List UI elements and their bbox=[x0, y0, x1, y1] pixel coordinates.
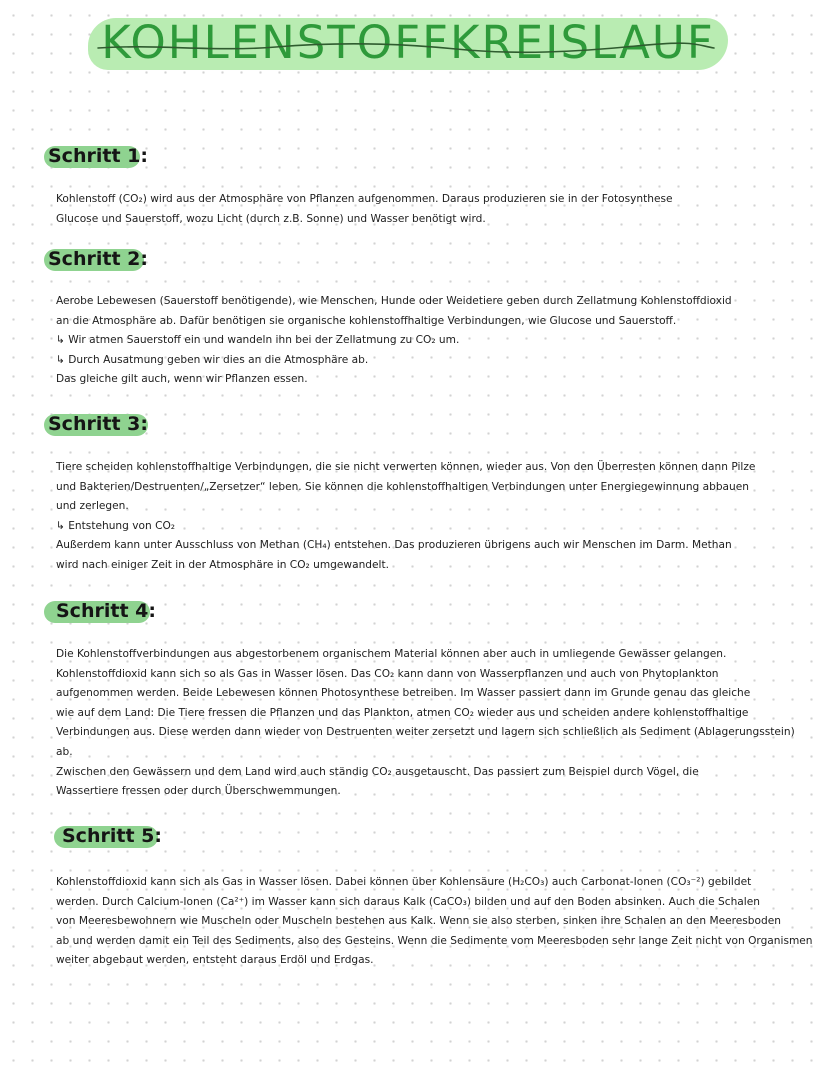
section-1-text bbox=[56, 190, 816, 229]
section-2-heading bbox=[44, 244, 148, 274]
section-4-heading bbox=[44, 596, 154, 626]
section-2-line-1: Aerobe Lebewesen (Sauerstoff benötigende), wie Menschen, Hunde oder Weidetiere geben durch Zellatmung Kohlenstoffdioxid bbox=[56, 295, 732, 307]
section-2-title: Schritt 2: bbox=[48, 248, 148, 270]
section-2-line-5: Das gleiche gilt auch, wenn wir Pflanzen essen. bbox=[56, 373, 308, 386]
section-2-line-2: an die Atmosphäre ab. Dafür benötigen sie organische kohlenstoffhaltige Verbindungen, wie Glucose und Sauerstoff. bbox=[56, 314, 677, 327]
section-2-line-3: ↳ Wir atmen Sauerstoff ein und wandeln ihn bei der Zellatmung zu CO₂ um. bbox=[56, 334, 460, 347]
section-2-text bbox=[56, 292, 816, 390]
section-1-title: Schritt 1: bbox=[48, 145, 148, 167]
section-1-line-1: Kohlenstoff (CO₂) wird aus der Atmosphäre von Pflanzen aufgenommen. Daraus produzieren sie in der Fotosynthese bbox=[56, 193, 673, 205]
section-4-line-3: aufgenommen werden. Beide Lebewesen können Photosynthese betreiben. Im Wasser passiert dann im Grunde genau das gleiche bbox=[56, 687, 751, 700]
section-3-line-3: und zerlegen. bbox=[56, 500, 129, 513]
section-4-line-2: Kohlenstoffdioxid kann sich so als Gas in Wasser lösen. Das CO₂ kann dann von Wasserpflanzen und auch von Phytoplankton bbox=[56, 667, 719, 680]
section-5-heading bbox=[54, 821, 162, 851]
section-3-line-1: Tiere scheiden kohlenstoffhaltige Verbindungen, die sie nicht verwerten können, wieder aus. Von den Überresten können dann Pilze bbox=[56, 461, 756, 473]
section-3-line-6: wird nach einiger Zeit in der Atmosphäre in CO₂ umgewandelt. bbox=[56, 558, 389, 571]
section-4-line-5: Verbindungen aus. Diese werden dann wieder von Destruenten weiter zersetzt und lagern sich schließlich als Sediment (Ablagerungsstein) bbox=[56, 726, 795, 739]
title-strikethrough bbox=[96, 41, 716, 55]
section-3-title: Schritt 3: bbox=[48, 413, 148, 435]
section-5-line-4: ab und werden damit ein Teil des Sediments, also des Gesteins. Wenn die Sedimente vom Meeresboden sehr lange Zeit nicht von Organismen bbox=[56, 934, 813, 947]
section-1-line-2: Glucose und Sauerstoff, wozu Licht (durch z.B. Sonne) und Wasser benötigt wird. bbox=[56, 212, 486, 225]
section-4-line-6: ab. bbox=[56, 745, 73, 758]
section-2-line-4: ↳ Durch Ausatmung geben wir dies an die Atmosphäre ab. bbox=[56, 353, 369, 366]
section-4-line-7: Zwischen den Gewässern und dem Land wird auch ständig CO₂ ausgetauscht. Das passiert zum Beispiel durch Vögel, die bbox=[56, 765, 699, 778]
section-4-title: Schritt 4: bbox=[56, 600, 156, 622]
section-5-text bbox=[56, 873, 816, 971]
section-5-line-2: werden. Durch Calcium-Ionen (Ca²⁺) im Wasser kann sich daraus Kalk (CaCO₃) bilden und auf den Boden absinken. Auch die Schalen bbox=[56, 895, 760, 908]
page-title: KOHLENSTOFFKREISLAUF bbox=[101, 16, 715, 69]
section-5-line-5: weiter abgebaut werden, entsteht daraus Erdöl und Erdgas. bbox=[56, 954, 374, 967]
section-5-line-1: Kohlenstoffdioxid kann sich als Gas in Wasser lösen. Dabei können über Kohlensäure (H₂CO₃) auch Carbonat-Ionen (CO₃⁻²) gebildet bbox=[56, 876, 752, 888]
section-4-text bbox=[56, 645, 816, 802]
section-4-line-8: Wassertiere fressen oder durch Überschwemmungen. bbox=[56, 785, 341, 798]
section-4-line-1: Die Kohlenstoffverbindungen aus abgestorbenem organischem Material können aber auch in umliegende Gewässer gelangen. bbox=[56, 648, 727, 660]
section-3-heading bbox=[44, 409, 152, 439]
section-3-line-2: und Bakterien/Destruenten/„Zersetzer“ leben. Sie können die kohlenstoffhaltigen Verbindungen unter Energiegewinnung abbauen bbox=[56, 480, 749, 493]
section-5-line-3: von Meeresbewohnern wie Muscheln oder Muscheln bestehen aus Kalk. Wenn sie also sterben, sinken ihre Schalen an den Meeresboden bbox=[56, 915, 781, 928]
section-3-text bbox=[56, 458, 816, 576]
section-3-line-4: ↳ Entstehung von CO₂ bbox=[56, 519, 176, 532]
section-1-heading bbox=[44, 141, 148, 171]
section-5-title: Schritt 5: bbox=[62, 825, 162, 847]
section-3-line-5: Außerdem kann unter Ausschluss von Methan (CH₄) entstehen. Das produzieren übrigens auch wir Menschen im Darm. Methan bbox=[56, 539, 732, 552]
section-4-line-4: wie auf dem Land: Die Tiere fressen die Pflanzen und das Plankton, atmen CO₂ wieder aus und scheiden andere kohlenstoffhaltige bbox=[56, 706, 749, 719]
title-block bbox=[88, 12, 728, 74]
